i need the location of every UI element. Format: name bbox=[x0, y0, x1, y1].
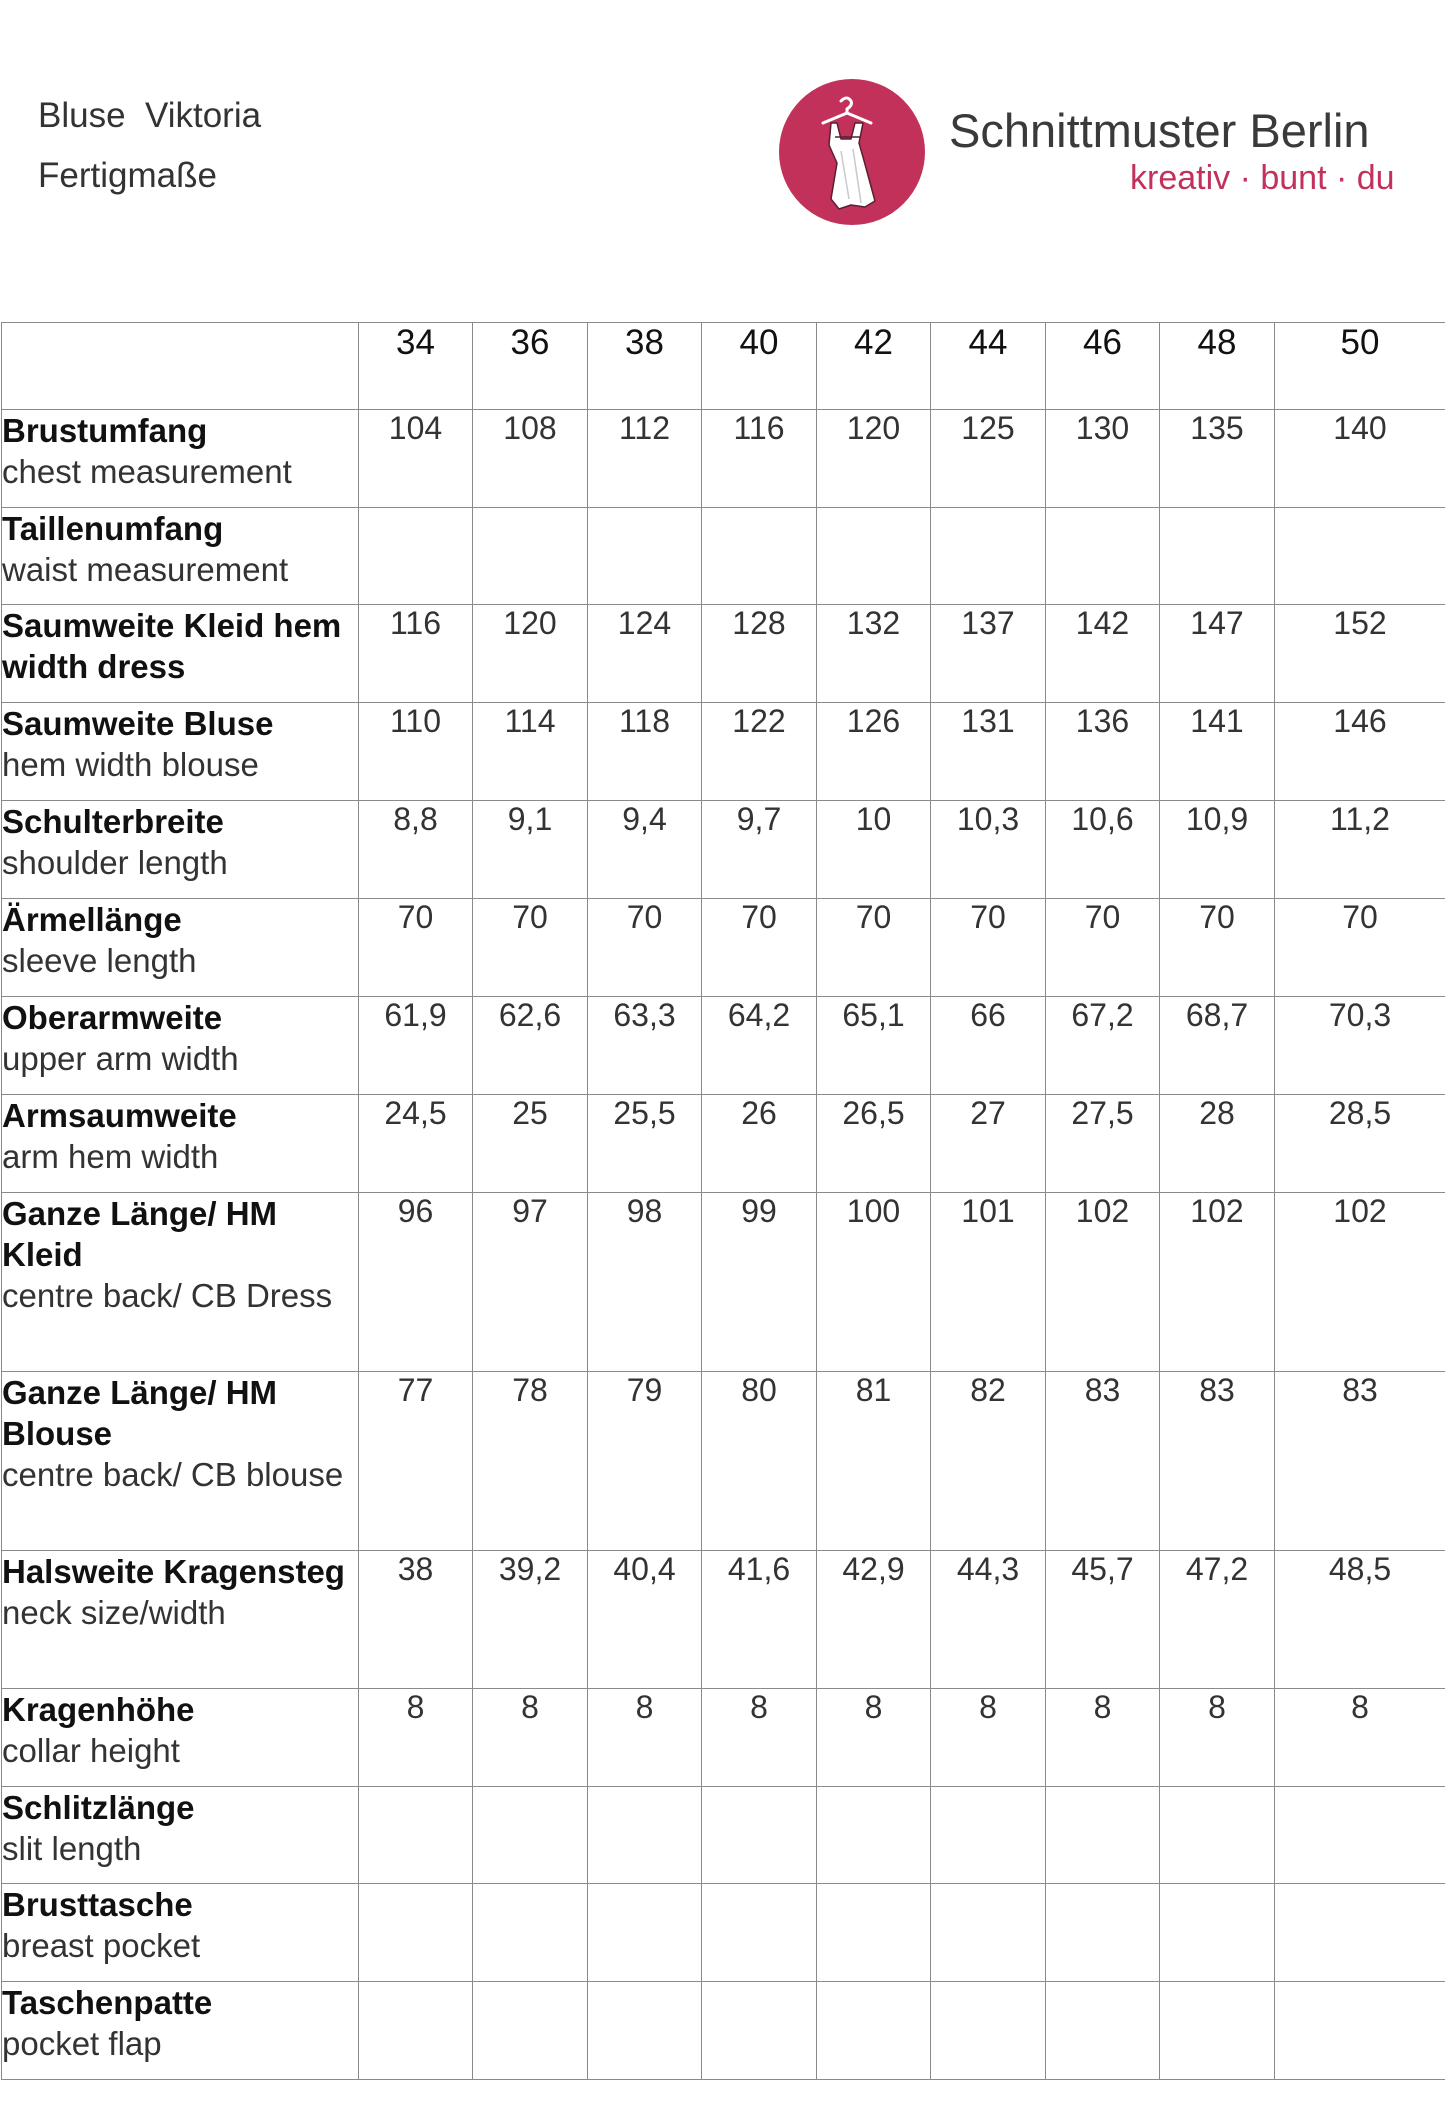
value-cell: 63,3 bbox=[588, 997, 702, 1095]
value-cell bbox=[817, 508, 931, 605]
value-cell bbox=[702, 508, 817, 605]
value-cell: 70 bbox=[1046, 899, 1160, 997]
value-cell: 114 bbox=[473, 703, 588, 801]
row-label bbox=[2, 1884, 359, 1982]
value-cell bbox=[473, 1982, 588, 2080]
label-german: Kragenhöhe bbox=[2, 1691, 195, 1728]
row-label bbox=[2, 1095, 359, 1193]
value-cell: 70 bbox=[817, 899, 931, 997]
value-cell: 137 bbox=[931, 605, 1046, 703]
label-german: Ganze Länge/ HM Kleid bbox=[2, 1195, 278, 1273]
size-header-48: 48 bbox=[1160, 323, 1275, 410]
label-german: Taillenumfang bbox=[2, 510, 224, 547]
label-german: Brusttasche bbox=[2, 1886, 193, 1923]
value-cell: 8 bbox=[473, 1689, 588, 1787]
value-cell: 48,5 bbox=[1275, 1551, 1445, 1689]
value-cell: 67,2 bbox=[1046, 997, 1160, 1095]
value-cell: 104 bbox=[359, 410, 473, 508]
measurement-table bbox=[1, 322, 1445, 2080]
value-cell bbox=[931, 1787, 1046, 1884]
value-cell: 9,1 bbox=[473, 801, 588, 899]
label-german: Taschenpatte bbox=[2, 1984, 213, 2021]
value-cell bbox=[702, 1982, 817, 2080]
table-row bbox=[2, 1095, 1445, 1193]
value-cell bbox=[1275, 1787, 1445, 1884]
table-row bbox=[2, 997, 1445, 1095]
value-cell bbox=[473, 1787, 588, 1884]
row-label bbox=[2, 1372, 359, 1551]
value-cell bbox=[1160, 508, 1275, 605]
label-english: neck size/width bbox=[2, 1594, 226, 1631]
label-english: breast pocket bbox=[2, 1927, 201, 1964]
value-cell bbox=[702, 1884, 817, 1982]
row-label bbox=[2, 1787, 359, 1884]
value-cell: 124 bbox=[588, 605, 702, 703]
value-cell bbox=[473, 1884, 588, 1982]
value-cell: 96 bbox=[359, 1193, 473, 1372]
size-header-46: 46 bbox=[1046, 323, 1160, 410]
brand-name: Schnittmuster Berlin bbox=[949, 104, 1370, 157]
value-cell: 128 bbox=[702, 605, 817, 703]
value-cell: 100 bbox=[817, 1193, 931, 1372]
value-cell bbox=[1160, 1982, 1275, 2080]
value-cell bbox=[817, 1884, 931, 1982]
value-cell: 152 bbox=[1275, 605, 1445, 703]
value-cell bbox=[1160, 1884, 1275, 1982]
logo-badge bbox=[779, 79, 925, 225]
row-label bbox=[2, 605, 359, 703]
value-cell bbox=[931, 1884, 1046, 1982]
value-cell bbox=[359, 1884, 473, 1982]
value-cell: 8 bbox=[702, 1689, 817, 1787]
table-row bbox=[2, 703, 1445, 801]
value-cell: 116 bbox=[702, 410, 817, 508]
brand-logo bbox=[779, 79, 1445, 229]
value-cell: 110 bbox=[359, 703, 473, 801]
value-cell: 61,9 bbox=[359, 997, 473, 1095]
table-row bbox=[2, 1689, 1445, 1787]
label-german: Armsaumweite bbox=[2, 1097, 237, 1134]
value-cell: 70 bbox=[1275, 899, 1445, 997]
value-cell: 130 bbox=[1046, 410, 1160, 508]
value-cell bbox=[359, 1787, 473, 1884]
value-cell: 8 bbox=[1160, 1689, 1275, 1787]
value-cell bbox=[359, 1982, 473, 2080]
value-cell: 70 bbox=[473, 899, 588, 997]
document-title bbox=[38, 86, 261, 206]
value-cell: 102 bbox=[1160, 1193, 1275, 1372]
value-cell: 44,3 bbox=[931, 1551, 1046, 1689]
size-header-38: 38 bbox=[588, 323, 702, 410]
value-cell: 27 bbox=[931, 1095, 1046, 1193]
value-cell: 25 bbox=[473, 1095, 588, 1193]
value-cell bbox=[1275, 1982, 1445, 2080]
value-cell: 101 bbox=[931, 1193, 1046, 1372]
value-cell: 83 bbox=[1275, 1372, 1445, 1551]
value-cell: 42,9 bbox=[817, 1551, 931, 1689]
label-german: Saumweite Bluse bbox=[2, 705, 274, 742]
value-cell: 122 bbox=[702, 703, 817, 801]
document-subtitle: Fertigmaße bbox=[38, 156, 217, 195]
pattern-name: Bluse Viktoria bbox=[38, 96, 262, 135]
table-row bbox=[2, 1551, 1445, 1689]
value-cell: 102 bbox=[1046, 1193, 1160, 1372]
value-cell bbox=[359, 508, 473, 605]
row-label bbox=[2, 997, 359, 1095]
label-german: Brustumfang bbox=[2, 412, 208, 449]
value-cell: 70,3 bbox=[1275, 997, 1445, 1095]
table-row bbox=[2, 605, 1445, 703]
value-cell: 8 bbox=[588, 1689, 702, 1787]
size-header-42: 42 bbox=[817, 323, 931, 410]
value-cell: 120 bbox=[817, 410, 931, 508]
table-row bbox=[2, 410, 1445, 508]
value-cell: 26,5 bbox=[817, 1095, 931, 1193]
value-cell: 147 bbox=[1160, 605, 1275, 703]
label-german: Halsweite Kragensteg bbox=[2, 1553, 345, 1590]
value-cell: 8 bbox=[359, 1689, 473, 1787]
corner-cell bbox=[2, 323, 359, 410]
value-cell: 9,4 bbox=[588, 801, 702, 899]
row-label bbox=[2, 703, 359, 801]
size-header-34: 34 bbox=[359, 323, 473, 410]
table-row bbox=[2, 1193, 1445, 1372]
value-cell: 65,1 bbox=[817, 997, 931, 1095]
value-cell: 82 bbox=[931, 1372, 1046, 1551]
value-cell: 8 bbox=[817, 1689, 931, 1787]
value-cell bbox=[588, 1787, 702, 1884]
label-german: Schlitzlänge bbox=[2, 1789, 195, 1826]
value-cell: 8 bbox=[1275, 1689, 1445, 1787]
size-header-44: 44 bbox=[931, 323, 1046, 410]
value-cell: 98 bbox=[588, 1193, 702, 1372]
value-cell: 141 bbox=[1160, 703, 1275, 801]
value-cell: 132 bbox=[817, 605, 931, 703]
row-label bbox=[2, 899, 359, 997]
label-english: centre back/ CB blouse bbox=[2, 1456, 344, 1493]
value-cell: 64,2 bbox=[702, 997, 817, 1095]
value-cell: 10,9 bbox=[1160, 801, 1275, 899]
value-cell: 47,2 bbox=[1160, 1551, 1275, 1689]
value-cell: 24,5 bbox=[359, 1095, 473, 1193]
value-cell: 70 bbox=[931, 899, 1046, 997]
label-english: waist measurement bbox=[2, 551, 289, 588]
value-cell: 135 bbox=[1160, 410, 1275, 508]
table-row bbox=[2, 1372, 1445, 1551]
table-row bbox=[2, 1884, 1445, 1982]
dress-on-hanger-icon bbox=[779, 79, 925, 225]
value-cell: 62,6 bbox=[473, 997, 588, 1095]
value-cell: 79 bbox=[588, 1372, 702, 1551]
size-header-40: 40 bbox=[702, 323, 817, 410]
value-cell: 70 bbox=[702, 899, 817, 997]
value-cell bbox=[1046, 1982, 1160, 2080]
value-cell: 108 bbox=[473, 410, 588, 508]
value-cell: 70 bbox=[359, 899, 473, 997]
value-cell bbox=[1046, 1884, 1160, 1982]
value-cell: 10,6 bbox=[1046, 801, 1160, 899]
table-row bbox=[2, 899, 1445, 997]
value-cell bbox=[702, 1787, 817, 1884]
value-cell: 131 bbox=[931, 703, 1046, 801]
table-row bbox=[2, 508, 1445, 605]
table-row bbox=[2, 801, 1445, 899]
value-cell: 81 bbox=[817, 1372, 931, 1551]
value-cell: 140 bbox=[1275, 410, 1445, 508]
value-cell: 27,5 bbox=[1046, 1095, 1160, 1193]
label-german: Oberarmweite bbox=[2, 999, 223, 1036]
value-cell: 28 bbox=[1160, 1095, 1275, 1193]
row-label bbox=[2, 1193, 359, 1372]
label-english: centre back/ CB Dress bbox=[2, 1277, 333, 1314]
value-cell: 40,4 bbox=[588, 1551, 702, 1689]
label-english: hem width blouse bbox=[2, 746, 259, 783]
brand-tagline: kreativ · bunt · du bbox=[1130, 159, 1395, 197]
row-label bbox=[2, 410, 359, 508]
value-cell: 118 bbox=[588, 703, 702, 801]
label-english: chest measurement bbox=[2, 453, 292, 490]
label-english: collar height bbox=[2, 1732, 180, 1769]
value-cell: 66 bbox=[931, 997, 1046, 1095]
label-english: sleeve length bbox=[2, 942, 197, 979]
value-cell: 99 bbox=[702, 1193, 817, 1372]
label-english: pocket flap bbox=[2, 2025, 162, 2062]
value-cell: 41,6 bbox=[702, 1551, 817, 1689]
value-cell: 120 bbox=[473, 605, 588, 703]
size-header-36: 36 bbox=[473, 323, 588, 410]
value-cell: 9,7 bbox=[702, 801, 817, 899]
value-cell: 146 bbox=[1275, 703, 1445, 801]
value-cell: 77 bbox=[359, 1372, 473, 1551]
value-cell bbox=[817, 1787, 931, 1884]
value-cell bbox=[588, 1884, 702, 1982]
value-cell: 25,5 bbox=[588, 1095, 702, 1193]
value-cell: 83 bbox=[1160, 1372, 1275, 1551]
value-cell: 70 bbox=[588, 899, 702, 997]
value-cell: 142 bbox=[1046, 605, 1160, 703]
value-cell bbox=[588, 1982, 702, 2080]
value-cell: 112 bbox=[588, 410, 702, 508]
value-cell bbox=[588, 508, 702, 605]
table-row bbox=[2, 1787, 1445, 1884]
row-label bbox=[2, 1982, 359, 2080]
value-cell: 83 bbox=[1046, 1372, 1160, 1551]
value-cell: 8,8 bbox=[359, 801, 473, 899]
value-cell: 38 bbox=[359, 1551, 473, 1689]
value-cell: 10 bbox=[817, 801, 931, 899]
label-german: Ärmellänge bbox=[2, 901, 182, 938]
label-english: shoulder length bbox=[2, 844, 228, 881]
size-header-50: 50 bbox=[1275, 323, 1445, 410]
value-cell: 70 bbox=[1160, 899, 1275, 997]
value-cell: 78 bbox=[473, 1372, 588, 1551]
value-cell bbox=[1160, 1787, 1275, 1884]
value-cell: 136 bbox=[1046, 703, 1160, 801]
table-row bbox=[2, 1982, 1445, 2080]
value-cell bbox=[1046, 508, 1160, 605]
value-cell bbox=[1046, 1787, 1160, 1884]
row-label bbox=[2, 1689, 359, 1787]
label-english: slit length bbox=[2, 1830, 142, 1867]
size-header-row bbox=[2, 323, 1445, 410]
value-cell: 10,3 bbox=[931, 801, 1046, 899]
value-cell: 8 bbox=[931, 1689, 1046, 1787]
value-cell bbox=[1275, 1884, 1445, 1982]
value-cell: 116 bbox=[359, 605, 473, 703]
value-cell bbox=[931, 508, 1046, 605]
value-cell bbox=[1275, 508, 1445, 605]
value-cell: 39,2 bbox=[473, 1551, 588, 1689]
label-german: Ganze Länge/ HM Blouse bbox=[2, 1374, 278, 1452]
value-cell: 28,5 bbox=[1275, 1095, 1445, 1193]
value-cell: 126 bbox=[817, 703, 931, 801]
value-cell: 26 bbox=[702, 1095, 817, 1193]
row-label bbox=[2, 1551, 359, 1689]
value-cell: 45,7 bbox=[1046, 1551, 1160, 1689]
row-label bbox=[2, 801, 359, 899]
value-cell bbox=[817, 1982, 931, 2080]
value-cell: 80 bbox=[702, 1372, 817, 1551]
value-cell: 102 bbox=[1275, 1193, 1445, 1372]
label-german: Saumweite Kleid hem width dress bbox=[2, 607, 342, 685]
label-german: Schulterbreite bbox=[2, 803, 224, 840]
value-cell: 68,7 bbox=[1160, 997, 1275, 1095]
label-english: arm hem width bbox=[2, 1138, 219, 1175]
value-cell: 11,2 bbox=[1275, 801, 1445, 899]
label-english: upper arm width bbox=[2, 1040, 239, 1077]
row-label bbox=[2, 508, 359, 605]
value-cell bbox=[931, 1982, 1046, 2080]
value-cell: 125 bbox=[931, 410, 1046, 508]
value-cell: 97 bbox=[473, 1193, 588, 1372]
value-cell bbox=[473, 508, 588, 605]
value-cell: 8 bbox=[1046, 1689, 1160, 1787]
